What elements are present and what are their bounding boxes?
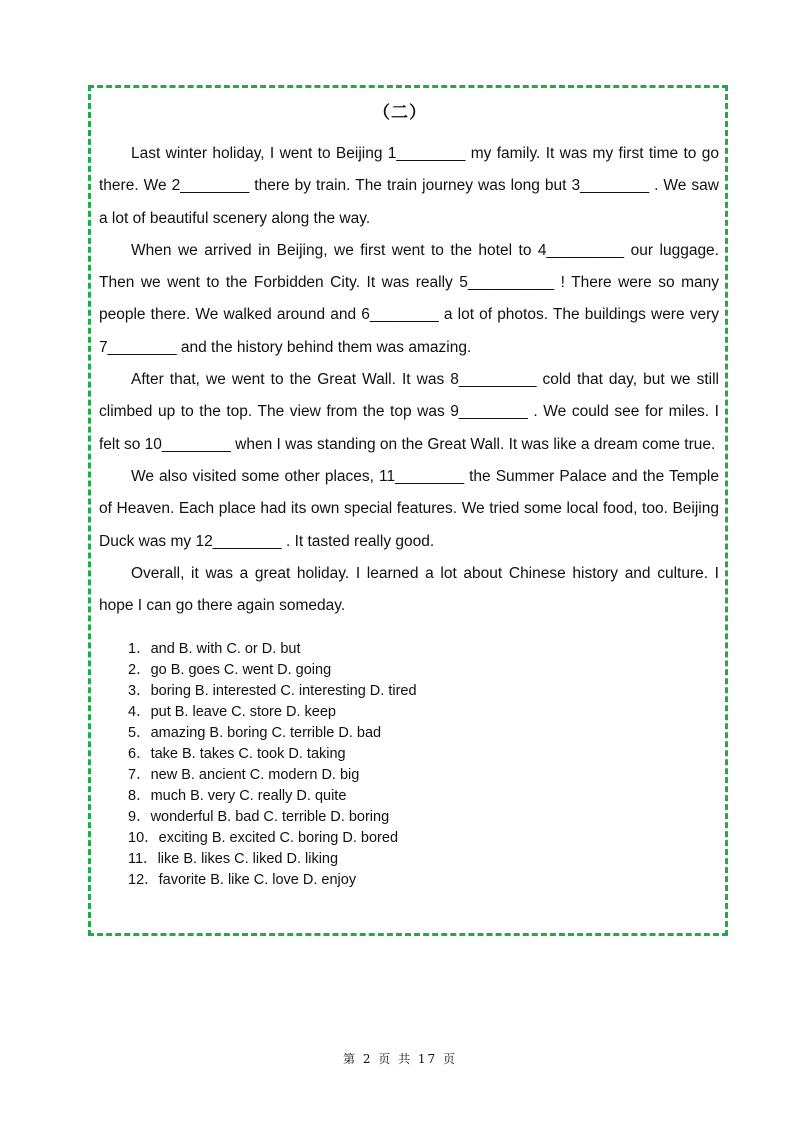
option-number: 4．: [128, 704, 151, 720]
page-footer: 第 2 页 共 17 页: [343, 1052, 457, 1066]
option-number: 7．: [128, 767, 151, 783]
passage-paragraph-1: Last winter holiday, I went to Beijing 1________ my family. It was my first time to go there. We 2________ there by train. The train journey was long but 3________ . We saw a lot of beautiful scenery along the way.: [99, 145, 719, 227]
option-item-9: [128, 807, 417, 828]
option-item-11: [128, 849, 417, 870]
option-text: go B. goes C. went D. going: [150, 662, 332, 678]
passage-paragraph-5: Overall, it was a great holiday. I learned a lot about Chinese history and culture. I hope I can go there again someday.: [99, 564, 719, 615]
option-number: 10．: [128, 830, 159, 846]
option-text: wonderful B. bad C. terrible D. boring: [150, 809, 390, 825]
option-item-6: [128, 744, 417, 765]
option-item-3: [128, 681, 417, 702]
option-number: 3．: [128, 683, 151, 699]
option-text: like B. likes C. liked D. liking: [157, 851, 339, 867]
answer-options-list: [128, 639, 417, 891]
option-text: new B. ancient C. modern D. big: [150, 767, 360, 783]
option-text: take B. takes C. took D. taking: [150, 746, 346, 762]
section-title: （二）: [373, 103, 427, 122]
option-text: much B. very C. really D. quite: [150, 788, 347, 804]
option-item-2: [128, 660, 417, 681]
option-text: favorite B. like C. love D. enjoy: [158, 872, 357, 888]
option-item-5: [128, 723, 417, 744]
option-number: 9．: [128, 809, 151, 825]
option-item-8: [128, 786, 417, 807]
option-text: amazing B. boring C. terrible D. bad: [150, 725, 382, 741]
option-number: 11．: [128, 851, 158, 867]
option-number: 1．: [128, 641, 151, 657]
option-item-4: [128, 702, 417, 723]
option-item-12: [128, 870, 417, 891]
option-number: 8．: [128, 788, 151, 804]
option-item-7: [128, 765, 417, 786]
option-text: boring B. interested C. interesting D. tired: [150, 683, 417, 699]
option-number: 6．: [128, 746, 151, 762]
option-text: put B. leave C. store D. keep: [150, 704, 336, 720]
passage-paragraph-3: After that, we went to the Great Wall. It was 8_________ cold that day, but we still climbed up to the top. The view from the top was 9________ . We could see for miles. I felt so 10________ when I was standing on the Great Wall. It was like a dream come true.: [99, 371, 719, 453]
option-number: 12．: [128, 872, 159, 888]
option-item-10: [128, 828, 417, 849]
passage-paragraph-2: When we arrived in Beijing, we first went to the hotel to 4_________ our luggage. Then we went to the Forbidden City. It was really 5__________ ! There were so many people there. We walked around and 6________ a lot of photos. The buildings were very 7________ and the history behind them was amazing.: [99, 241, 719, 356]
cloze-passage: [99, 138, 719, 622]
passage-paragraph-4: We also visited some other places, 11________ the Summer Palace and the Temple of Heaven. Each place had its own special features. We tried some local food, too. Beijing Duck was my 12________ . It tasted really good.: [99, 467, 719, 550]
option-text: and B. with C. or D. but: [150, 641, 301, 657]
option-text: exciting B. excited C. boring D. bored: [158, 830, 399, 846]
option-number: 5．: [128, 725, 151, 741]
option-item-1: [128, 639, 417, 660]
option-number: 2．: [128, 662, 151, 678]
